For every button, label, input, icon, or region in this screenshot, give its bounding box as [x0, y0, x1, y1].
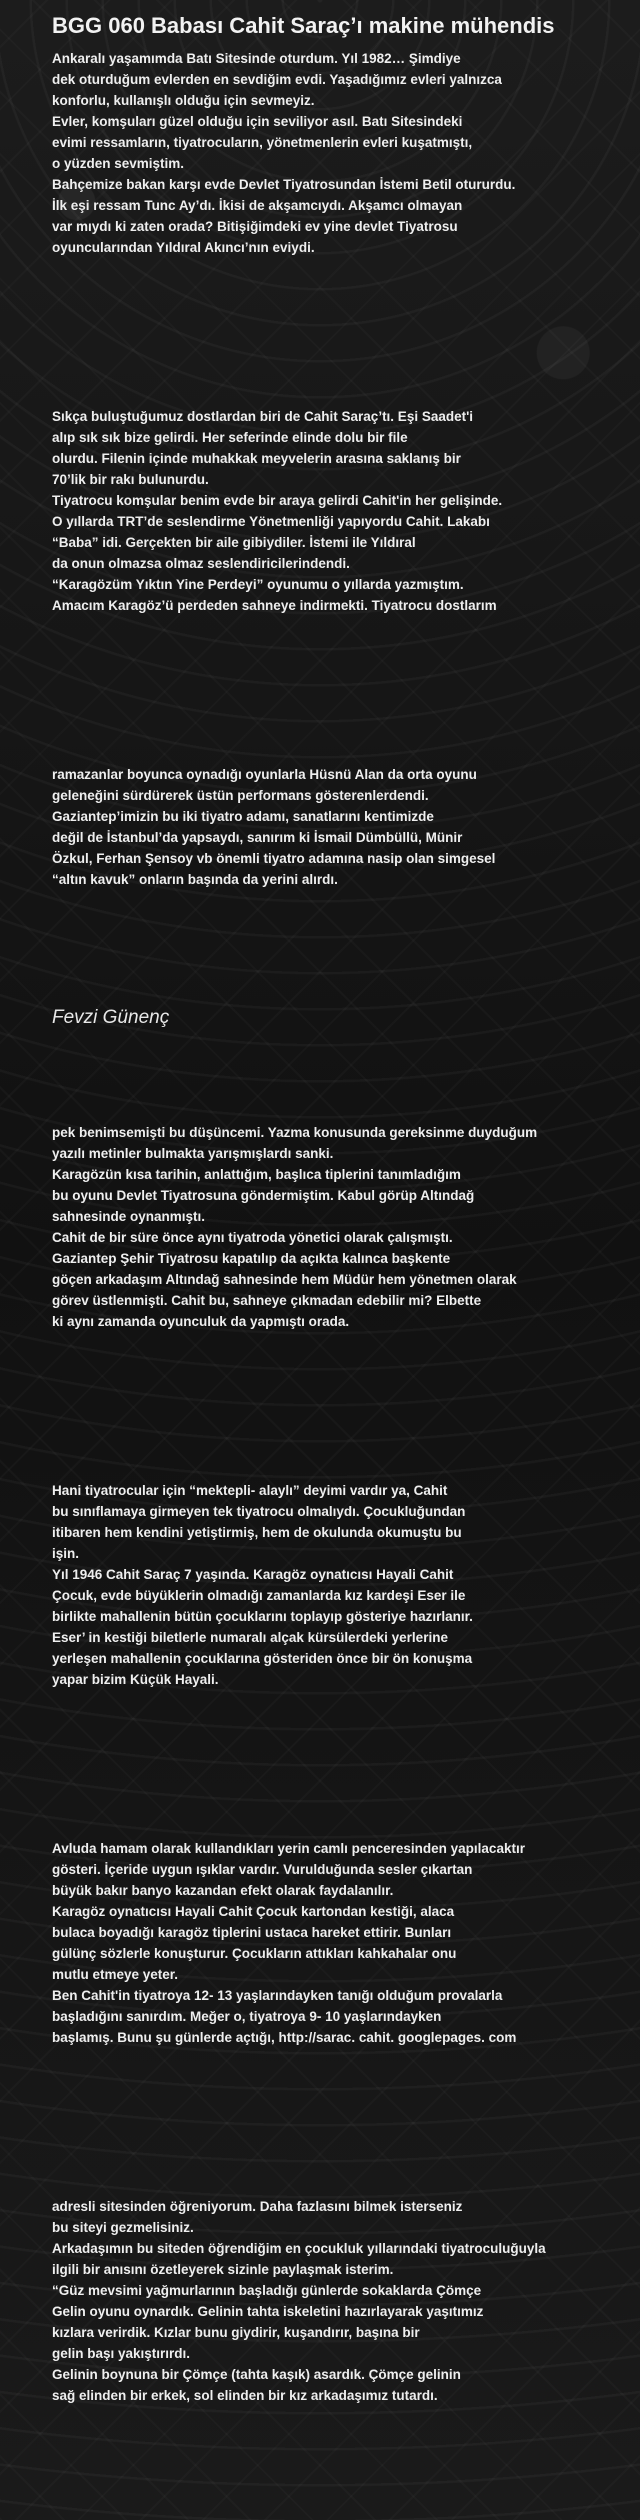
text-line: ilgili bir anısını özetleyerek sizinle paylaşmak isterim.	[52, 2262, 394, 2277]
text-line: olurdu. Filenin içinde muhakkak meyvelerin arasına saklanış bir	[52, 451, 461, 466]
text-line: Bahçemize bakan karşı evde Devlet Tiyatrosundan İstemi Betil otururdu.	[52, 177, 516, 192]
text-line: kızlara verirdik. Kızlar bunu giydirir, kuşandırır, başına bir	[52, 2325, 420, 2340]
text-line: İlk eşi ressam Tunc Ay’dı. İkisi de akşamcıydı. Akşamcı olmayan	[52, 198, 463, 213]
paragraph	[52, 1838, 640, 2048]
text-line: gösteri. İçeride uygun ışıklar vardır. Vurulduğunda sesler çıkartan	[52, 1862, 473, 1877]
text-line: dek oturduğum evlerden en sevdiğim evdi. Yaşadığımız evleri yalnızca	[52, 72, 502, 87]
text-line: Gelinin boynuna bir Çömçe (tahta kaşık) asardık. Çömçe gelinin	[52, 2367, 461, 2382]
text-line: Sıkça buluştuğumuz dostlardan biri de Cahit Saraç’tı. Eşi Saadet'i	[52, 409, 474, 424]
author-name: Fevzi Günenç	[52, 1007, 170, 1028]
text-line: Yıl 1946 Cahit Saraç 7 yaşında. Karagöz oynatıcısı Hayali Cahit	[52, 1567, 454, 1582]
text-line: Eser’ in kestiği biletlerle numaralı alçak kürsülerdeki yerlerine	[52, 1630, 448, 1645]
text-line: değil de İstanbul’da yapsaydı, sanırım ki İsmail Dümbüllü, Münir	[52, 830, 463, 845]
text-line: Gaziantep Şehir Tiyatrosu kapatılıp da açıkta kalınca başkente	[52, 1251, 451, 1266]
text-line: bu siteyi gezmelisiniz.	[52, 2220, 194, 2235]
text-line: Gelin oyunu oynardık. Gelinin tahta iskeletini hazırlayarak yaşıtımız	[52, 2304, 484, 2319]
text-line: da onun olmazsa olmaz seslendiricilerindendi.	[52, 556, 350, 571]
text-line: Evler, komşuları güzel olduğu için seviliyor asıl. Batı Sitesindeki	[52, 114, 463, 129]
text-line: başladığını sanırdım. Meğer o, tiyatroya 9- 10 yaşlarındayken	[52, 2009, 442, 2024]
text-line: “Karagözüm Yıktın Yine Perdeyi” oyunumu o yıllarda yazmıştım.	[52, 577, 464, 592]
paragraph	[52, 764, 640, 890]
text-line: göçen arkadaşım Altındağ sahnesinde hem Müdür hem yönetmen olarak	[52, 1272, 517, 1287]
text-line: Avluda hamam olarak kullandıkları yerin camlı penceresinden yapılacaktır	[52, 1841, 525, 1856]
text-line: Ben Cahit'in tiyatroya 12- 13 yaşlarındayken tanığı olduğum provalarla	[52, 1988, 503, 2003]
text-line: Ankaralı yaşamımda Batı Sitesinde oturdum. Yıl 1982… Şimdiye	[52, 51, 461, 66]
paragraph	[52, 406, 640, 616]
text-line: sahnesinde oynanmıştı.	[52, 1209, 206, 1224]
text-line: işin.	[52, 1546, 80, 1561]
page-title: BGG 060 Babası Cahit Saraç’ı makine mühendis	[52, 13, 555, 38]
text-line: Gaziantep’imizin bu iki tiyatro adamı, sanatlarını kentimizde	[52, 809, 434, 824]
text-line: bu sınıflamaya girmeyen tek tiyatrocu olmalıydı. Çocukluğundan	[52, 1504, 466, 1519]
text-line: alıp sık sık bize gelirdi. Her seferinde elinde dolu bir file	[52, 430, 408, 445]
text-line: konforlu, kullanışlı olduğu için sevmeyiz.	[52, 93, 315, 108]
text-line: sağ elinden bir erkek, sol elinden bir kız arkadaşımız tutardı.	[52, 2388, 438, 2403]
text-line: O yıllarda TRT’de seslendirme Yönetmenliği yapıyordu Cahit. Lakabı	[52, 514, 490, 529]
text-line: mutlu etmeye yeter.	[52, 1967, 179, 1982]
text-line: itibaren hem kendini yetiştirmiş, hem de okulunda okumuştu bu	[52, 1525, 462, 1540]
text-line: evimi ressamların, tiyatrocuların, yönetmenlerin evleri kuşatmıştı,	[52, 135, 473, 150]
text-line: gelin başı yakıştırırdı.	[52, 2346, 191, 2361]
text-line: birlikte mahallenin bütün çocuklarını toplayıp gösteriye hazırlanır.	[52, 1609, 473, 1624]
text-line: var mıydı ki zaten orada? Bitişiğimdeki ev yine devlet Tiyatrosu	[52, 219, 458, 234]
text-line: o yüzden sevmiştim.	[52, 156, 185, 171]
text-line: geleneğini sürdürerek üstün performans gösterenlerdendi.	[52, 788, 429, 803]
text-line: Karagöz oynatıcısı Hayali Cahit Çocuk kartondan kestiği, alaca	[52, 1904, 455, 1919]
text-line: Amacım Karagöz’ü perdeden sahneye indirmekti. Tiyatrocu dostlarım	[52, 598, 497, 613]
text-line: Hani tiyatrocular için “mektepli- alaylı” deyimi vardır ya, Cahit	[52, 1483, 448, 1498]
text-line: 70’lik bir rakı bulunurdu.	[52, 472, 209, 487]
text-line: büyük bakır banyo kazandan efekt olarak faydalanılır.	[52, 1883, 394, 1898]
text-line: başlamış. Bunu şu günlerde açtığı, http://sarac. cahit. googlepages. com	[52, 2030, 517, 2045]
text-line: pek benimsemişti bu düşüncemi. Yazma konusunda gereksinme duyduğum	[52, 1125, 538, 1140]
text-line: Karagözün kısa tarihin, anlattığım, başlıca tiplerini tanımladığım	[52, 1167, 461, 1182]
text-line: Cahit de bir süre önce aynı tiyatroda yönetici olarak çalışmıştı.	[52, 1230, 453, 1245]
text-line: Çocuk, evde büyüklerin olmadığı zamanlarda kız kardeşi Eser ile	[52, 1588, 466, 1603]
paragraph	[52, 2196, 640, 2406]
text-line: “Güz mevsimi yağmurlarının başladığı günlerde sokaklarda Çömçe	[52, 2283, 482, 2298]
text-line: yerleşen mahallenin çocuklarına gösteriden önce bir ön konuşma	[52, 1651, 473, 1666]
paragraph	[52, 1480, 640, 1690]
text-line: “altın kavuk” onların başında da yerini alırdı.	[52, 872, 338, 887]
text-line: Tiyatrocu komşular benim evde bir araya gelirdi Cahit'in her gelişinde.	[52, 493, 503, 508]
text-line: yazılı metinler bulmakta yarışmışlardı sanki.	[52, 1146, 334, 1161]
paragraph	[52, 48, 640, 258]
text-line: gülünç sözlerle konuşturur. Çocukların attıkları kahkahalar onu	[52, 1946, 457, 1961]
text-line: görev üstlenmişti. Cahit bu, sahneye çıkmadan edebilir mi? Elbette	[52, 1293, 482, 1308]
text-line: Özkul, Ferhan Şensoy vb önemli tiyatro adamına nasip olan simgesel	[52, 851, 496, 866]
text-line: ki aynı zamanda oyunculuk da yapmıştı orada.	[52, 1314, 350, 1329]
paragraph	[52, 1122, 640, 1332]
text-line: oyuncularından Yıldıral Akıncı’nın eviydi.	[52, 240, 315, 255]
text-line: ramazanlar boyunca oynadığı oyunlarla Hüsnü Alan da orta oyunu	[52, 767, 477, 782]
text-line: yapar bizim Küçük Hayali.	[52, 1672, 219, 1687]
text-line: adresli sitesinden öğreniyorum. Daha fazlasını bilmek isterseniz	[52, 2199, 463, 2214]
text-line: Arkadaşımın bu siteden öğrendiğim en çocukluk yıllarındaki tiyatroculuğuyla	[52, 2241, 546, 2256]
text-line: “Baba” idi. Gerçekten bir aile gibiydiler. İstemi ile Yıldıral	[52, 535, 416, 550]
text-line: bu oyunu Devlet Tiyatrosuna göndermiştim. Kabul görüp Altındağ	[52, 1188, 475, 1203]
text-line: bulaca boyadığı karagöz tiplerini ustaca hareket ettirir. Bunları	[52, 1925, 452, 1940]
